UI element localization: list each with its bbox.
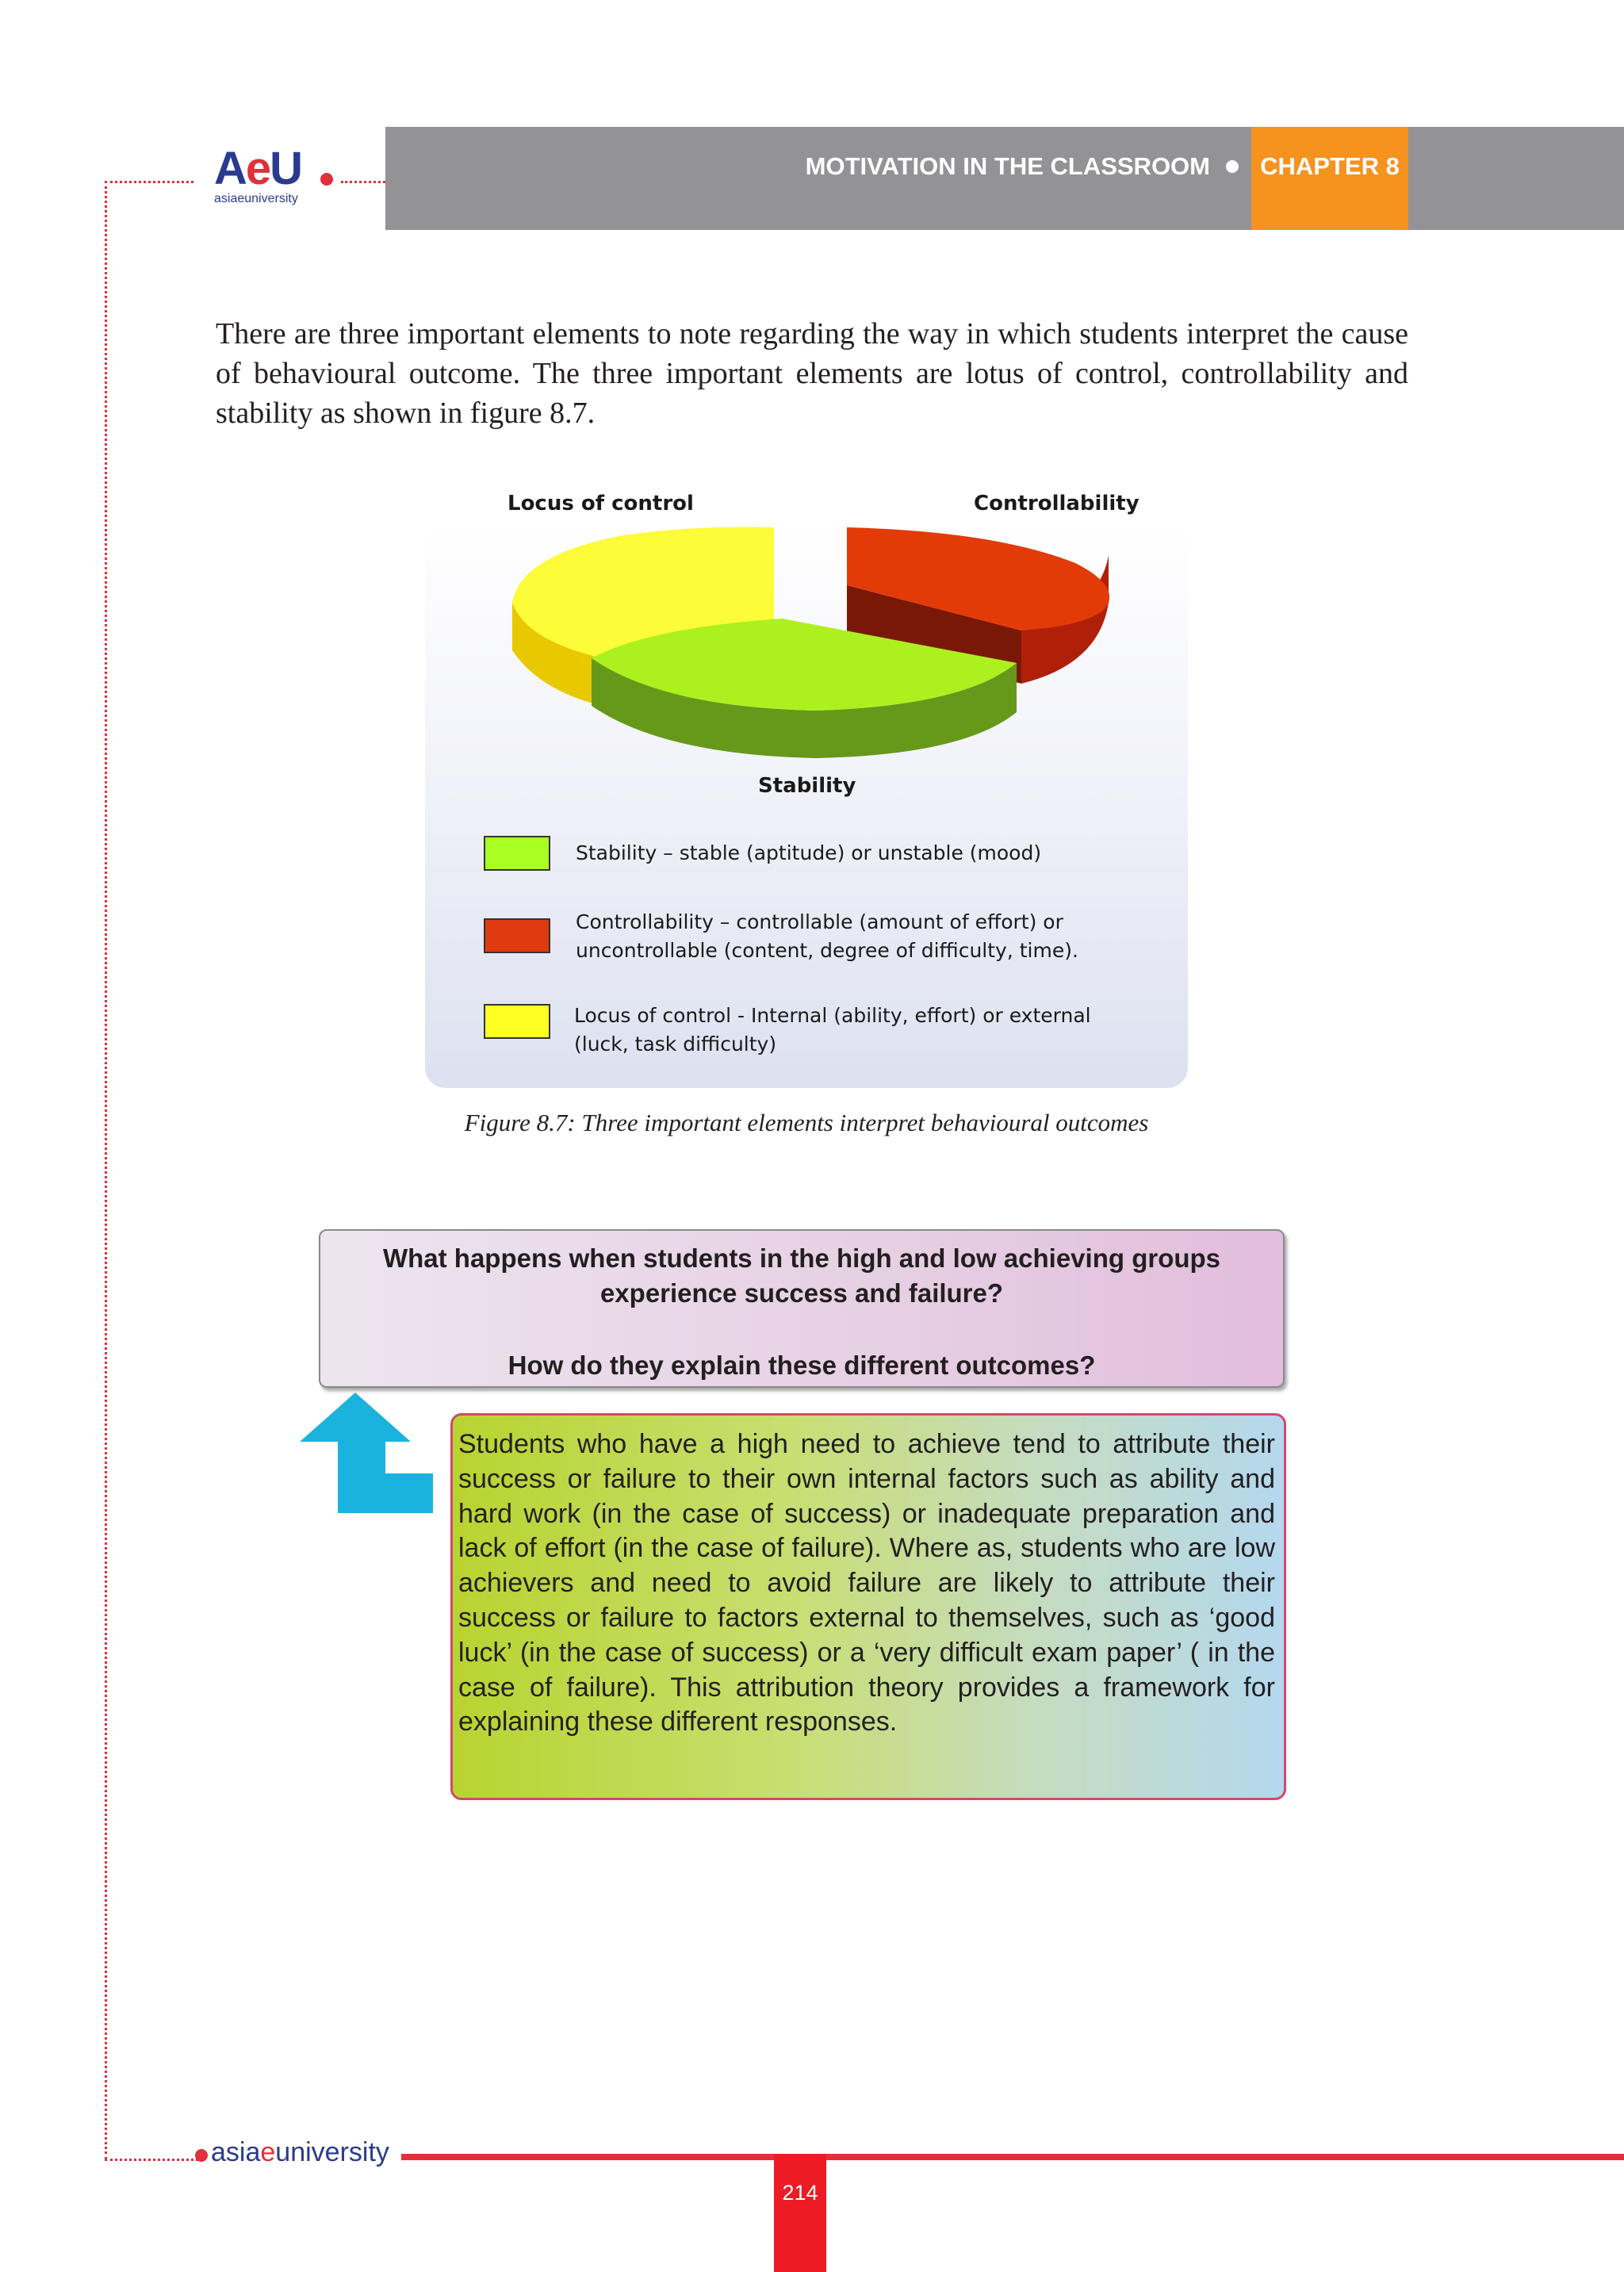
intro-paragraph: There are three important elements to note regarding the way in which students interpret the cause of behavioural outcome. The three important elements are lotus of control, controllability and stability as shown in figure 8.7. [216, 317, 1408, 430]
answer-text: Students who have a high need to achieve tend to attribute their success or failure to their own internal factors such as ability and hard work (in the case of success) or inadequate preparation and lack of effort (in the case of failure). Where as, students who are low achievers and need to avoid failure are likely to attribute their success or failure to factors external to themselves, such as ‘good luck’ (in the case of success) or a ‘very difficult exam paper’ ( in the case of failure). This attribution theory provides a framework for explaining these different responses. [458, 1429, 1275, 1738]
question-text [319, 1241, 1285, 1311]
label-locus-of-control: Locus of control [508, 492, 694, 515]
logo-subtitle: asiaeuniversity [214, 192, 298, 205]
figure-caption: Figure 8.7: Three important elements interpret behavioural outcomes [464, 1109, 1149, 1136]
legend-line: uncontrollable (content, degree of difficulty, time). [576, 939, 1078, 962]
question-line: experience success and failure? [599, 1278, 1004, 1308]
frame-dotted-line-vertical [105, 181, 107, 2159]
frame-dotted-line-top [105, 181, 193, 183]
footer-rule [401, 2154, 1624, 2160]
logo-dot [320, 173, 333, 186]
chapter-label: CHAPTER 8 [1260, 152, 1400, 180]
footer-brand-e: e [260, 2137, 276, 2167]
pie-chart-3d [425, 476, 1188, 809]
legend-text-locus [574, 1002, 1177, 1059]
legend-text-stability [576, 839, 1178, 868]
frame-dotted-line-bottom [105, 2159, 198, 2161]
page-number-tab [774, 2154, 826, 2272]
question-line: What happens when students in the high and low achieving groups [382, 1243, 1221, 1273]
footer-brand [211, 2137, 389, 2168]
page-number: 214 [782, 2181, 818, 2205]
header-title: MOTIVATION IN THE CLASSROOM [805, 152, 1210, 180]
legend-text-controllability [576, 908, 1178, 965]
label-stability: Stability [758, 774, 856, 798]
legend-swatch-stability [484, 836, 550, 871]
logo-wordmark: AeU [214, 143, 302, 194]
legend-swatch-locus [484, 1004, 550, 1039]
legend-swatch-controllability [484, 918, 550, 953]
footer-dot [195, 2149, 208, 2162]
header-bullet [1226, 160, 1239, 173]
legend-line: Controllability – controllable (amount of effort) or [576, 910, 1063, 933]
footer-brand-prefix: asia [211, 2137, 261, 2167]
label-controllability: Controllability [974, 492, 1139, 515]
legend-line: (luck, task difficulty) [574, 1033, 777, 1056]
legend-line: Locus of control - Internal (ability, effort) or external [574, 1004, 1091, 1027]
arrow-up-icon [293, 1393, 433, 1513]
legend-line: Stability – stable (aptitude) or unstable (mood) [576, 841, 1042, 864]
question-followup: How do they explain these different outcomes? [508, 1351, 1096, 1380]
footer-brand-suffix: university [275, 2137, 389, 2167]
